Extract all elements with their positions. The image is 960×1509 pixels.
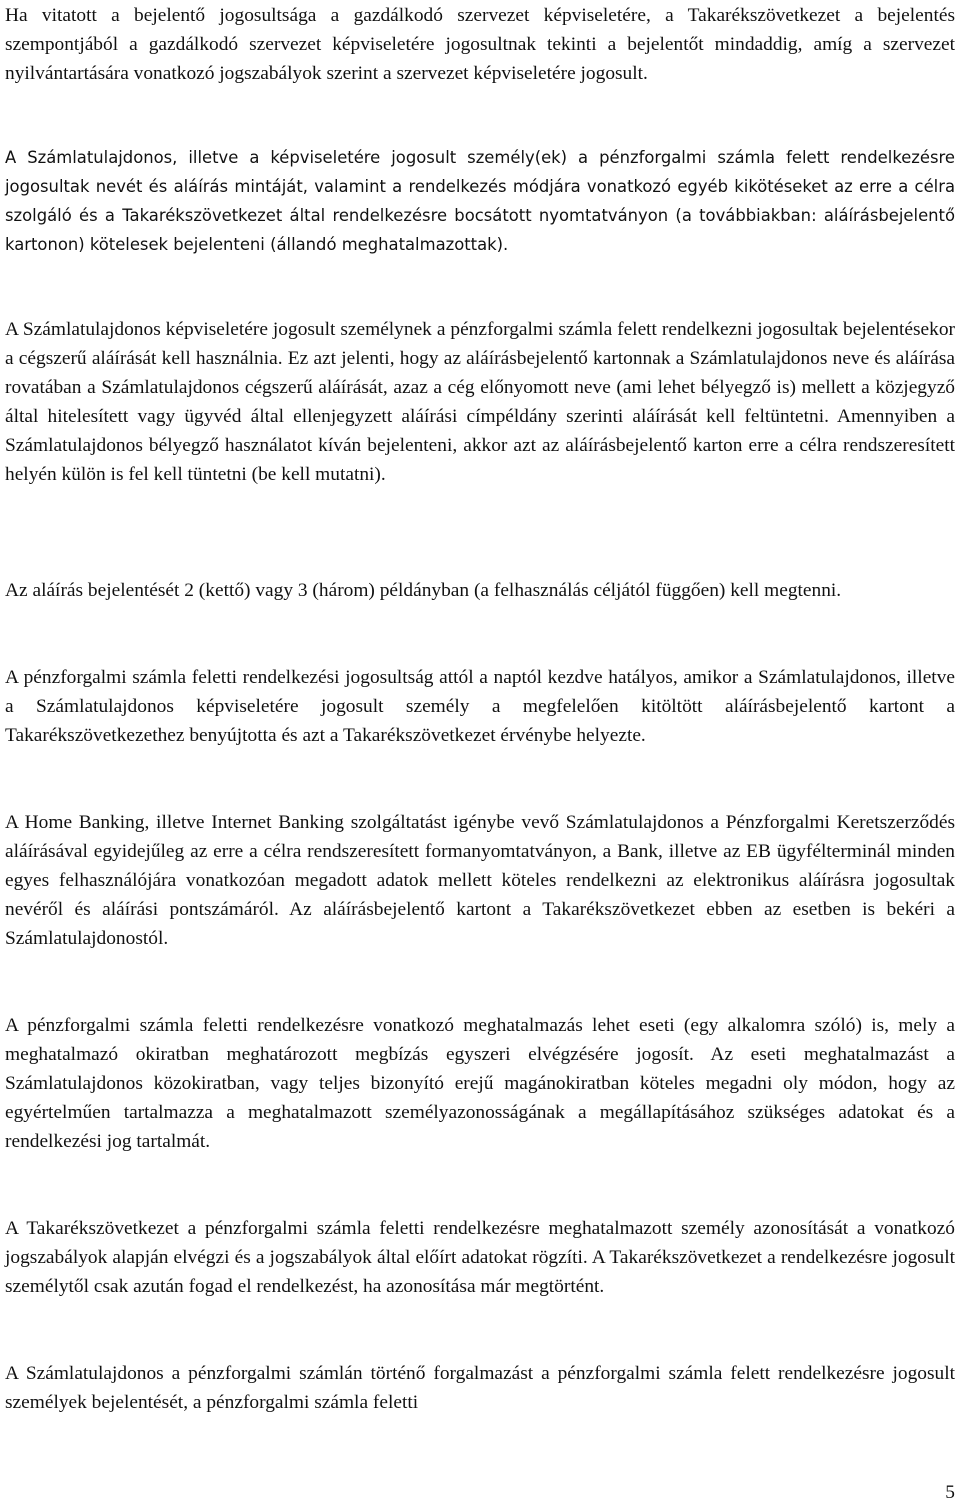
paragraph-signature-registration: A Számlatulajdonos, illetve a képviseletére jogosult személy(ek) a pénzforgalmi számla felett rendelkezésre jogosultak nevét és aláírás mintáját, valamint a rendelkezés módjára vonatkozó egyéb kikötéseket az erre a célra szolgáló és a Takarékszövetkezet által rendelkezésre bocsátott nyomtatványon (a továbbiakban: aláírásbejelentő kartonon) kötelesek bejelenteni (állandó meghatalmazottak). xyxy=(5,148,955,254)
paragraph-representation-dispute: Ha vitatott a bejelentő jogosultsága a gazdálkodó szervezet képviseletére, a Takarékszövetkezet a bejelentés szempontjából a gazdálkodó szervezet képviseletére jogosultnak tekinti a bejelentőt mindaddig, amíg a szervezet nyilvántartására vonatkozó jogszabályok szerint a szervezet képviseletére jogosult. xyxy=(5,5,955,84)
paragraph-copies: Az aláírás bejelentését 2 (kettő) vagy 3 (három) példányban (a felhasználás céljától függően) kell megtenni. xyxy=(5,580,842,601)
paragraph-identification: A Takarékszövetkezet a pénzforgalmi számla feletti rendelkezésre meghatalmazott személy azonosítását a vonatkozó jogszabályok alapján elvégzi és a jogszabályok által előírt adatokat rögzíti. A Takarékszövetkezet a rendelkezésre jogosult személytől csak azután fogad el rendelkezést, ha azonosítása már megtörtént. xyxy=(5,1218,955,1297)
paragraph-effective-date: A pénzforgalmi számla feletti rendelkezési jogosultság attól a naptól kezdve hatályos, amikor a Számlatulajdonos, illetve a Számlatulajdonos képviseletére jogosult személy a megfelelően kitöltött aláírásbejelentő kartont a Takarékszövetkezethez benyújtotta és azt a Takarékszövetkezet érvénybe helyezte. xyxy=(5,667,955,746)
paragraph-home-banking: A Home Banking, illetve Internet Banking szolgáltatást igénybe vevő Számlatulajdonos a Pénzforgalmi Keretszerződés aláírásával egyidejűleg az erre a célra rendszeresített formanyomtatványon, a Bank, illetve az EB ügyfélterminál minden egyes felhasználójára vonatkozóan megadott adatok mellett köteles rendelkezni az elektronikus aláírásra jogosultak nevéről és aláírási pontszámáról. Az aláírásbejelentő kartont a Takarékszövetkezet ebben az esetben is bekéri a Számlatulajdonostól. xyxy=(5,812,955,949)
paragraph-ad-hoc-authorization: A pénzforgalmi számla feletti rendelkezésre vonatkozó meghatalmazás lehet eseti (egy alkalomra szóló) is, mely a meghatalmazó okiratban meghatározott megbízás egyszeri elvégzésére jogosít. Az eseti meghatalmazást a Számlatulajdonos közokiratban, vagy teljes bizonyító erejű magánokiratban köteles megadni oly módon, hogy az egyértelműen tartalmazza a meghatalmazott személyazonosságának a megállapításához szükséges adatokat és a rendelkezési jog tartalmát. xyxy=(5,1015,955,1152)
paragraph-account-transactions: A Számlatulajdonos a pénzforgalmi számlán történő forgalmazást a pénzforgalmi számla felett rendelkezésre jogosult személyek bejelentését, a pénzforgalmi számla feletti xyxy=(5,1363,955,1413)
paragraph-company-signature: A Számlatulajdonos képviseletére jogosult személynek a pénzforgalmi számla felett rendelkezni jogosultak bejelentésekor a cégszerű aláírását kell használnia. Ez azt jelenti, hogy az aláírásbejelentő kartonnak a Számlatulajdonos neve és aláírása rovatában a Számlatulajdonos cégszerű aláírását, azaz a cég előnyomott neve (ami lehet bélyegző is) mellett a közjegyző által hitelesített vagy ügyvéd által ellenjegyzett aláírási címpéldány szerinti aláírását kell feltüntetni. Amennyiben a Számlatulajdonos bélyegző használatot kíván bejelenteni, akkor azt az aláírásbejelentő karton erre a célra rendszeresített helyén külön is fel kell tüntetni (be kell mutatni). xyxy=(5,319,955,485)
page-number: 5 xyxy=(945,1482,955,1503)
